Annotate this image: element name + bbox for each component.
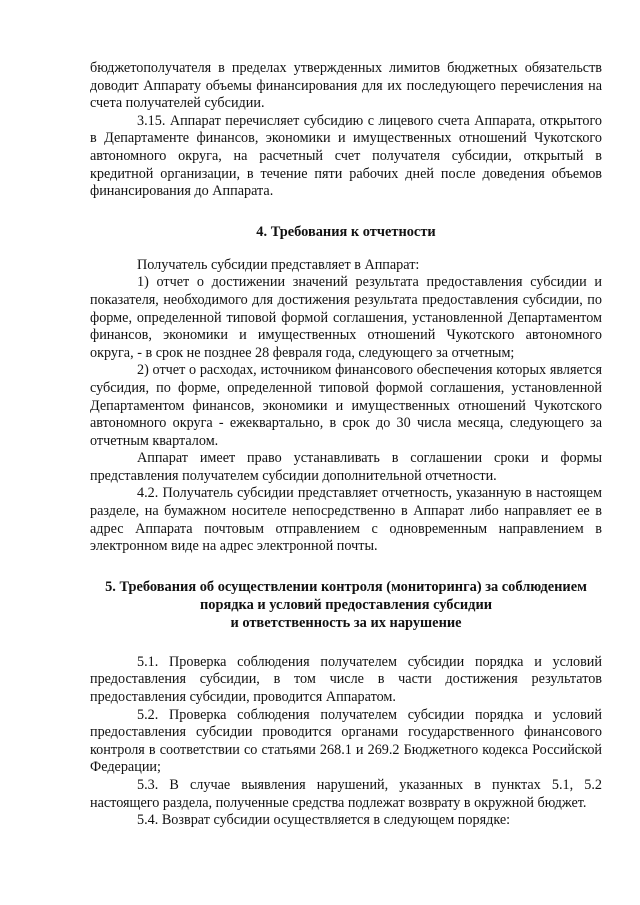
section-5-heading: [90, 578, 602, 632]
paragraph-5-1: 5.1. Проверка соблюдения получателем субсидии порядка и условий предоставления субсидии, в том числе в части достижения результатов предоставления субсидии, проводится Аппаратом.: [90, 653, 602, 706]
section-4-item-1: 1) отчет о достижении значений результата предоставления субсидии и показателя, необходимого для достижения результата предоставления субсидии, по форме, определенной типовой формой соглашения, установленной Департаментом финансов, экономики и имущественных отношений Чукотского автономного округа, - в срок не позднее 28 февраля года, следующего за отчетным;: [90, 274, 602, 361]
section-4-right-paragraph: Аппарат имеет право устанавливать в соглашении сроки и формы представления получателем субсидии дополнительной отчетности.: [90, 450, 602, 484]
section-5-heading-line-2: порядка и условий предоставления субсидии: [199, 596, 493, 613]
paragraph-4-2: 4.2. Получатель субсидии представляет отчетность, указанную в настоящем разделе, на бумажном носителе непосредственно в Аппарат либо направляет ее в адрес Аппарата почтовым отправлением с одновременным направлением в электронном виде на адрес электронной почты.: [90, 485, 602, 555]
paragraph-5-2: 5.2. Проверка соблюдения получателем субсидии порядка и условий предоставления субсидии проводится органами государственного финансового контроля в соответствии со статьями 268.1 и 269.2 Бюджетного кодекса Российской Федерации;: [90, 706, 602, 776]
section-5-heading-line-3: и ответственность за их нарушение: [230, 614, 462, 631]
paragraph-3-15: 3.15. Аппарат перечисляет субсидию с лицевого счета Аппарата, открытого в Департаменте финансов, экономики и имущественных отношений Чукотского автономного округа, на расчетный счет получателя субсидии, открытый в кредитной организации, в течение пяти рабочих дней после доведения объемов финансирования до Аппарата.: [90, 112, 602, 200]
document-page: [90, 60, 602, 830]
section-4-heading: 4. Требования к отчетности: [256, 223, 436, 240]
section-5-heading-line-1: 5. Требования об осуществлении контроля (мониторинга) за соблюдением: [105, 578, 587, 595]
section-4-item-2: 2) отчет о расходах, источником финансового обеспечения которых является субсидия, по форме, определенной типовой формой соглашения, установленной Департаментом финансов, экономики и имущественных отношений Чукотского автономного округа - ежеквартально, в срок до 30 числа месяца, следующего за отчетным кварталом.: [90, 362, 602, 449]
paragraph-5-4: 5.4. Возврат субсидии осуществляется в следующем порядке:: [137, 812, 511, 829]
section-4-intro: Получатель субсидии представляет в Аппарат:: [137, 256, 420, 273]
paragraph-3-14-continuation: бюджетополучателя в пределах утвержденных лимитов бюджетных обязательств доводит Аппарату объемы финансирования для их последующего перечисления на счета получателей субсидии.: [90, 60, 602, 112]
paragraph-5-3: 5.3. В случае выявления нарушений, указанных в пунктах 5.1, 5.2 настоящего раздела, полученные средства подлежат возврату в окружной бюджет.: [90, 777, 602, 811]
